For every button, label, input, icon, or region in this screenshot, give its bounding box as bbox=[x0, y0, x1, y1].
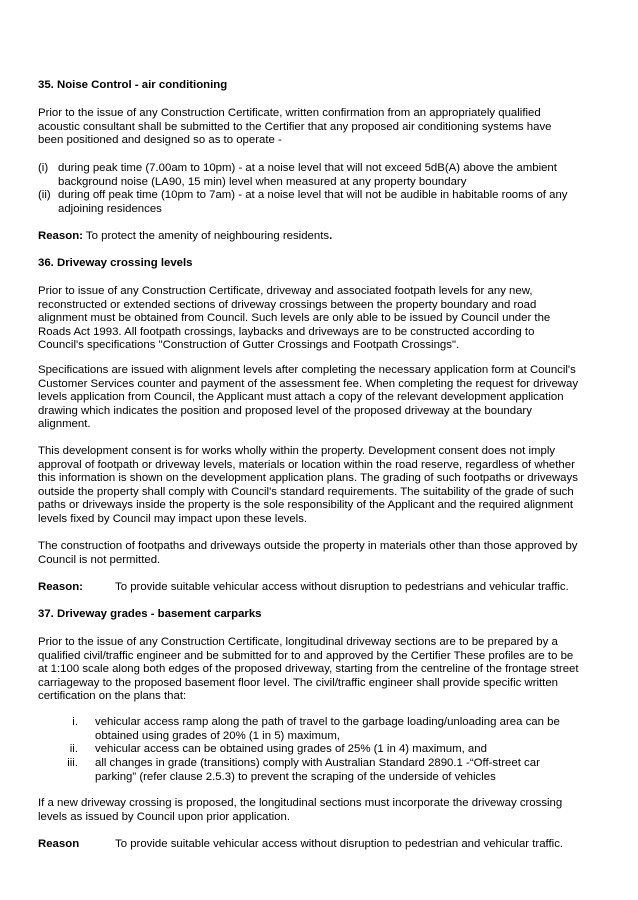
paragraph-line: levels application from Council, the Applicant must attach a copy of the relevant development application bbox=[38, 391, 564, 404]
reason-end: . bbox=[329, 230, 333, 242]
paragraph-line: Council's specifications "Construction of Gutter Crossings and Footpath Crossings". bbox=[38, 339, 460, 352]
paragraph-line: Council is not permitted. bbox=[38, 553, 161, 566]
paragraph-line: qualified civil/traffic engineer and be submitted for to and approved by the Certifier These profiles are to be bbox=[38, 649, 574, 662]
section-37-paragraph-1 bbox=[38, 636, 603, 704]
paragraph-line: paths or driveways inside the property is the sole responsibility of the Applicant and the required alignment bbox=[38, 499, 574, 512]
section-35-heading: 35. Noise Control - air conditioning bbox=[38, 79, 228, 91]
paragraph-line: approval of footpath or driveway levels, materials or location within the road reserve, regardless of whether bbox=[38, 458, 575, 471]
section-35-reason bbox=[38, 230, 603, 244]
list-marker: i. bbox=[72, 716, 78, 728]
list-item-line: all changes in grade (transitions) comply with Australian Standard 2890.1 -“Off-street car bbox=[95, 757, 540, 769]
list-item-line: during peak time (7.00am to 10pm) - at a noise level that will not exceed 5dB(A) above the ambient bbox=[58, 162, 557, 174]
list-item-line: during off peak time (10pm to 7am) - at a noise level that will not be audible in habitable rooms of any bbox=[58, 189, 568, 201]
reason-label: Reason: bbox=[38, 581, 83, 593]
paragraph-line: acoustic consultant shall be submitted to the Certifier that any proposed air conditioning systems have bbox=[38, 120, 552, 133]
list-item-line: background noise (LA90, 15 min) level when measured at any property boundary bbox=[58, 175, 467, 188]
section-36-heading: 36. Driveway crossing levels bbox=[38, 257, 193, 269]
paragraph-line: Customer Services counter and payment of the assessment fee. When completing the request for driveway bbox=[38, 377, 579, 390]
paragraph-line: alignment must be obtained from Council. Such levels are only able to be issued by Council under the bbox=[38, 312, 551, 325]
paragraph-line: been positioned and designed so as to operate - bbox=[38, 134, 282, 147]
paragraph-line: drawing which indicates the position and proposed level of the proposed driveway at the boundary bbox=[38, 404, 532, 417]
list-item-line: obtained using grades of 20% (1 in 5) maximum, bbox=[95, 729, 341, 742]
paragraph-line: Specifications are issued with alignment levels after completing the necessary application form at Council's bbox=[38, 364, 576, 376]
reason-label: Reason bbox=[38, 838, 80, 850]
section-36-paragraph-4 bbox=[38, 540, 603, 567]
list-item-line: vehicular access ramp along the path of travel to the garbage loading/unloading area can be bbox=[95, 716, 560, 728]
list-marker: (i) bbox=[38, 162, 49, 174]
list-marker: iii. bbox=[67, 757, 78, 769]
paragraph-line: Prior to the issue of any Construction Certificate, longitudinal driveway sections are to be prepared by a bbox=[38, 636, 558, 648]
list-marker: (ii) bbox=[38, 189, 51, 201]
section-36-paragraph-1 bbox=[38, 285, 603, 353]
reason-label: Reason: bbox=[38, 230, 83, 242]
paragraph-line: Prior to the issue of any Construction Certificate, written confirmation from an appropriately qualified bbox=[38, 107, 541, 119]
section-36-paragraph-2 bbox=[38, 364, 603, 432]
paragraph-line: If a new driveway crossing is proposed, the longitudinal sections must incorporate the driveway crossing bbox=[38, 797, 563, 809]
section-36-paragraph-3 bbox=[38, 445, 603, 527]
paragraph-line: carriageway to the proposed basement floor level. The civil/traffic engineer shall provide specific written bbox=[38, 676, 559, 689]
paragraph-line: This development consent is for works wholly within the property. Development consent does not imply bbox=[38, 445, 556, 457]
paragraph-line: levels as issued by Council upon prior application. bbox=[38, 810, 291, 823]
section-35-intro bbox=[38, 107, 603, 148]
paragraph-line: at 1:100 scale along both edges of the proposed driveway, starting from the centreline of the frontage street bbox=[38, 663, 579, 676]
reason-text: To protect the amenity of neighbouring residents bbox=[85, 230, 330, 242]
paragraph-line: reconstructed or extended sections of driveway crossings between the property boundary and road bbox=[38, 298, 537, 311]
paragraph-line: outside the property shall comply with Council's standard requirements. The suitability of the grade of such bbox=[38, 485, 574, 498]
list-item-line: adjoining residences bbox=[58, 202, 162, 215]
reason-text: To provide suitable vehicular access without disruption to pedestrians and vehicular traffic. bbox=[115, 581, 569, 593]
section-37-paragraph-2 bbox=[38, 797, 603, 824]
paragraph-line: certification on the plans that: bbox=[38, 690, 187, 703]
list-item-line: vehicular access can be obtained using grades of 25% (1 in 4) maximum, and bbox=[95, 743, 487, 755]
section-37-heading: 37. Driveway grades - basement carparks bbox=[38, 608, 262, 620]
paragraph-line: this information is shown on the development application plans. The grading of such footpaths or driveways bbox=[38, 472, 578, 485]
reason-text: To provide suitable vehicular access without disruption to pedestrian and vehicular traffic. bbox=[115, 838, 564, 850]
paragraph-line: The construction of footpaths and driveways outside the property in materials other than those approved by bbox=[38, 540, 578, 552]
paragraph-line: levels fixed by Council may impact upon these levels. bbox=[38, 512, 308, 525]
list-marker: ii. bbox=[69, 743, 78, 755]
paragraph-line: alignment. bbox=[38, 418, 91, 431]
list-item-line: parking” (refer clause 2.5.3) to prevent the scraping of the underside of vehicles bbox=[95, 770, 496, 783]
paragraph-line: Prior to issue of any Construction Certificate, driveway and associated footpath levels for any new, bbox=[38, 285, 533, 297]
paragraph-line: Roads Act 1993. All footpath crossings, laybacks and driveways are to be constructed according to bbox=[38, 325, 535, 338]
